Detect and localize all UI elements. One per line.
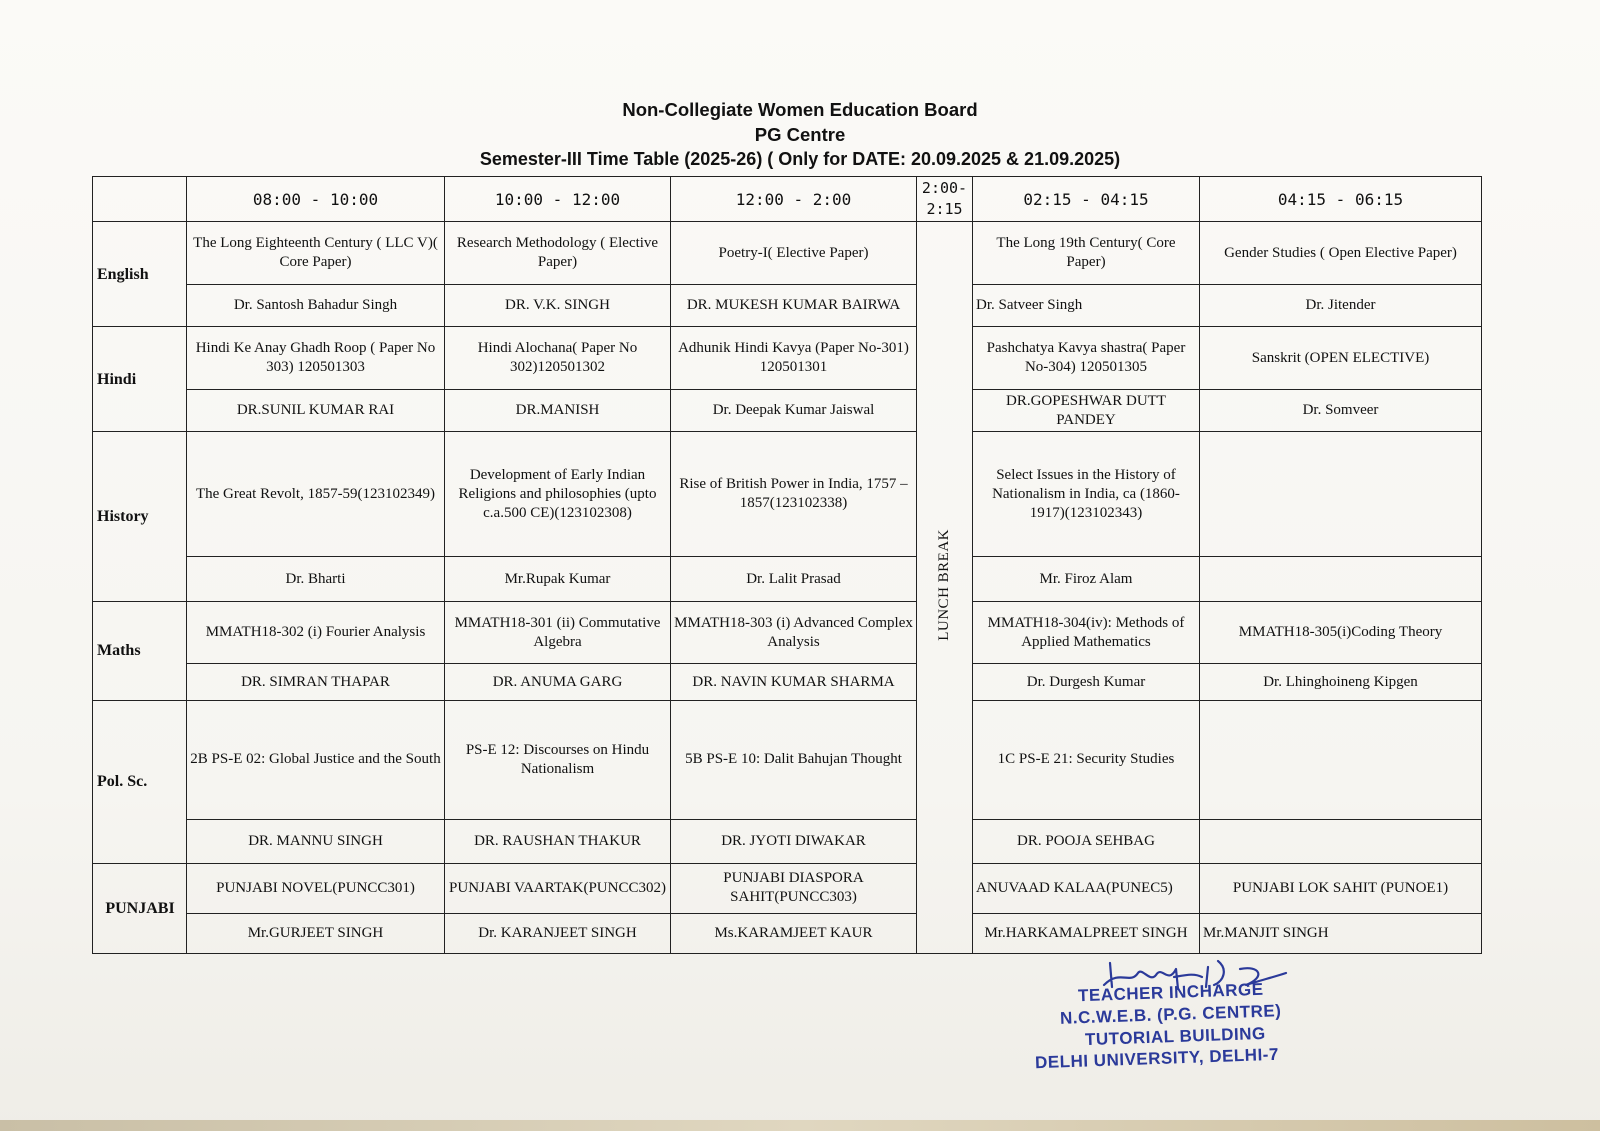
paper-cell: PS-E 12: Discourses on Hindu Nationalism — [445, 700, 671, 819]
stamp-line: TUTORIAL BUILDING — [1084, 1023, 1266, 1050]
paper-cell: PUNJABI NOVEL(PUNCC301) — [187, 864, 445, 913]
lunch-break-label: LUNCH BREAK — [936, 528, 952, 641]
time-slot: 02:15 - 04:15 — [973, 177, 1200, 222]
teacher-cell: DR. POOJA SEHBAG — [973, 819, 1200, 863]
paper-cell: Research Methodology ( Elective Paper) — [445, 222, 671, 285]
teacher-cell: DR. ANUMA GARG — [445, 664, 671, 700]
subject-row-polsc-papers — [93, 700, 1482, 819]
subject-row-maths-teachers — [93, 664, 1482, 700]
teacher-cell: Mr. Firoz Alam — [973, 557, 1200, 601]
paper-cell: 1C PS-E 21: Security Studies — [973, 700, 1200, 819]
stamp-line: TEACHER INCHARGE — [1077, 979, 1264, 1006]
paper-cell: Sanskrit (OPEN ELECTIVE) — [1200, 327, 1482, 390]
teacher-cell: Ms.KARAMJEET KAUR — [671, 913, 917, 953]
teacher-cell: Dr. Santosh Bahadur Singh — [187, 284, 445, 326]
subject-name: English — [93, 222, 187, 327]
teacher-cell: Dr. Lalit Prasad — [671, 557, 917, 601]
document-header — [0, 98, 1600, 172]
page-edge — [0, 1120, 1600, 1131]
paper-cell: Adhunik Hindi Kavya (Paper No-301) 120501301 — [671, 327, 917, 390]
paper-cell: Pashchatya Kavya shastra( Paper No-304) 120501305 — [973, 327, 1200, 390]
paper-cell: Rise of British Power in India, 1757 – 1857(123102338) — [671, 432, 917, 557]
lunch-break-cell — [917, 222, 973, 954]
subject-name: Pol. Sc. — [93, 700, 187, 863]
timetable-title: Semester-III Time Table (2025-26) ( Only for DATE: 20.09.2025 & 21.09.2025) — [479, 149, 1121, 169]
paper-cell: PUNJABI VAARTAK(PUNCC302) — [445, 864, 671, 913]
time-slot: 04:15 - 06:15 — [1200, 177, 1482, 222]
paper-cell: Select Issues in the History of Nationalism in India, ca (1860-1917)(123102343) — [973, 432, 1200, 557]
paper-cell: MMATH18-305(i)Coding Theory — [1200, 601, 1482, 664]
subject-row-maths-papers — [93, 601, 1482, 664]
subject-row-history-papers — [93, 432, 1482, 557]
paper-cell: The Long 19th Century( Core Paper) — [973, 222, 1200, 285]
subject-row-english-papers — [93, 222, 1482, 285]
subject-name: Maths — [93, 601, 187, 700]
teacher-cell: DR. V.K. SINGH — [445, 284, 671, 326]
teacher-cell — [1200, 819, 1482, 863]
paper-cell: MMATH18-301 (ii) Commutative Algebra — [445, 601, 671, 664]
paper-cell: MMATH18-304(iv): Methods of Applied Mathematics — [973, 601, 1200, 664]
teacher-cell: DR.SUNIL KUMAR RAI — [187, 389, 445, 431]
lunch-time-slot: 2:00- 2:15 — [917, 177, 973, 222]
paper-cell — [1200, 432, 1482, 557]
teacher-cell — [1200, 557, 1482, 601]
paper-cell: Poetry-I( Elective Paper) — [671, 222, 917, 285]
teacher-cell: Mr.Rupak Kumar — [445, 557, 671, 601]
centre-name: PG Centre — [754, 123, 846, 145]
paper-cell: Development of Early Indian Religions and philosophies (upto c.a.500 CE)(123102308) — [445, 432, 671, 557]
timetable — [92, 176, 1482, 954]
paper-cell: Gender Studies ( Open Elective Paper) — [1200, 222, 1482, 285]
time-slot-row — [93, 177, 1482, 222]
teacher-cell: Mr.MANJIT SINGH — [1200, 913, 1482, 953]
time-slot: 10:00 - 12:00 — [445, 177, 671, 222]
teacher-cell: DR. MUKESH KUMAR BAIRWA — [671, 284, 917, 326]
board-name: Non-Collegiate Women Education Board — [622, 99, 978, 120]
teacher-cell: Dr. Durgesh Kumar — [973, 664, 1200, 700]
teacher-cell: Dr. Bharti — [187, 557, 445, 601]
official-stamp — [1034, 955, 1345, 1075]
time-slot: 08:00 - 10:00 — [187, 177, 445, 222]
teacher-cell: DR. JYOTI DIWAKAR — [671, 819, 917, 863]
paper-cell: The Long Eighteenth Century ( LLC V)( Core Paper) — [187, 222, 445, 285]
paper-cell: PUNJABI LOK SAHIT (PUNOE1) — [1200, 864, 1482, 913]
teacher-cell: DR. NAVIN KUMAR SHARMA — [671, 664, 917, 700]
subject-name: PUNJABI — [93, 864, 187, 954]
subject-row-hindi-papers — [93, 327, 1482, 390]
corner-cell — [93, 177, 187, 222]
paper-cell: 5B PS-E 10: Dalit Bahujan Thought — [671, 700, 917, 819]
teacher-cell: Dr. KARANJEET SINGH — [445, 913, 671, 953]
paper-cell: Hindi Alochana( Paper No 302)120501302 — [445, 327, 671, 390]
paper-cell: Hindi Ke Anay Ghadh Roop ( Paper No 303) 120501303 — [187, 327, 445, 390]
paper-cell: ANUVAAD KALAA(PUNEC5) — [973, 864, 1200, 913]
teacher-cell: DR. SIMRAN THAPAR — [187, 664, 445, 700]
subject-name: Hindi — [93, 327, 187, 432]
paper-cell — [1200, 700, 1482, 819]
teacher-cell: Dr. Lhinghoineng Kipgen — [1200, 664, 1482, 700]
teacher-cell: Dr. Somveer — [1200, 389, 1482, 431]
paper-cell: MMATH18-303 (i) Advanced Complex Analysis — [671, 601, 917, 664]
teacher-cell: Mr.HARKAMALPREET SINGH — [973, 913, 1200, 953]
paper-cell: PUNJABI DIASPORA SAHIT(PUNCC303) — [671, 864, 917, 913]
teacher-cell: Mr.GURJEET SINGH — [187, 913, 445, 953]
stamp-line: N.C.W.E.B. (P.G. CENTRE) — [1059, 1001, 1282, 1028]
time-slot: 12:00 - 2:00 — [671, 177, 917, 222]
teacher-cell: Dr. Satveer Singh — [973, 284, 1200, 326]
teacher-cell: DR. RAUSHAN THAKUR — [445, 819, 671, 863]
subject-row-english-teachers — [93, 284, 1482, 326]
teacher-cell: DR.MANISH — [445, 389, 671, 431]
teacher-cell: Dr. Deepak Kumar Jaiswal — [671, 389, 917, 431]
teacher-cell: Dr. Jitender — [1200, 284, 1482, 326]
subject-row-history-teachers — [93, 557, 1482, 601]
paper-cell: MMATH18-302 (i) Fourier Analysis — [187, 601, 445, 664]
paper-cell: 2B PS-E 02: Global Justice and the South — [187, 700, 445, 819]
subject-row-polsc-teachers — [93, 819, 1482, 863]
paper-cell: The Great Revolt, 1857-59(123102349) — [187, 432, 445, 557]
teacher-cell: DR.GOPESHWAR DUTT PANDEY — [973, 389, 1200, 431]
subject-row-punjabi-teachers — [93, 913, 1482, 953]
subject-name: History — [93, 432, 187, 602]
teacher-cell: DR. MANNU SINGH — [187, 819, 445, 863]
stamp-line: DELHI UNIVERSITY, DELHI-7 — [1034, 1044, 1280, 1073]
subject-row-hindi-teachers — [93, 389, 1482, 431]
subject-row-punjabi-papers — [93, 864, 1482, 913]
